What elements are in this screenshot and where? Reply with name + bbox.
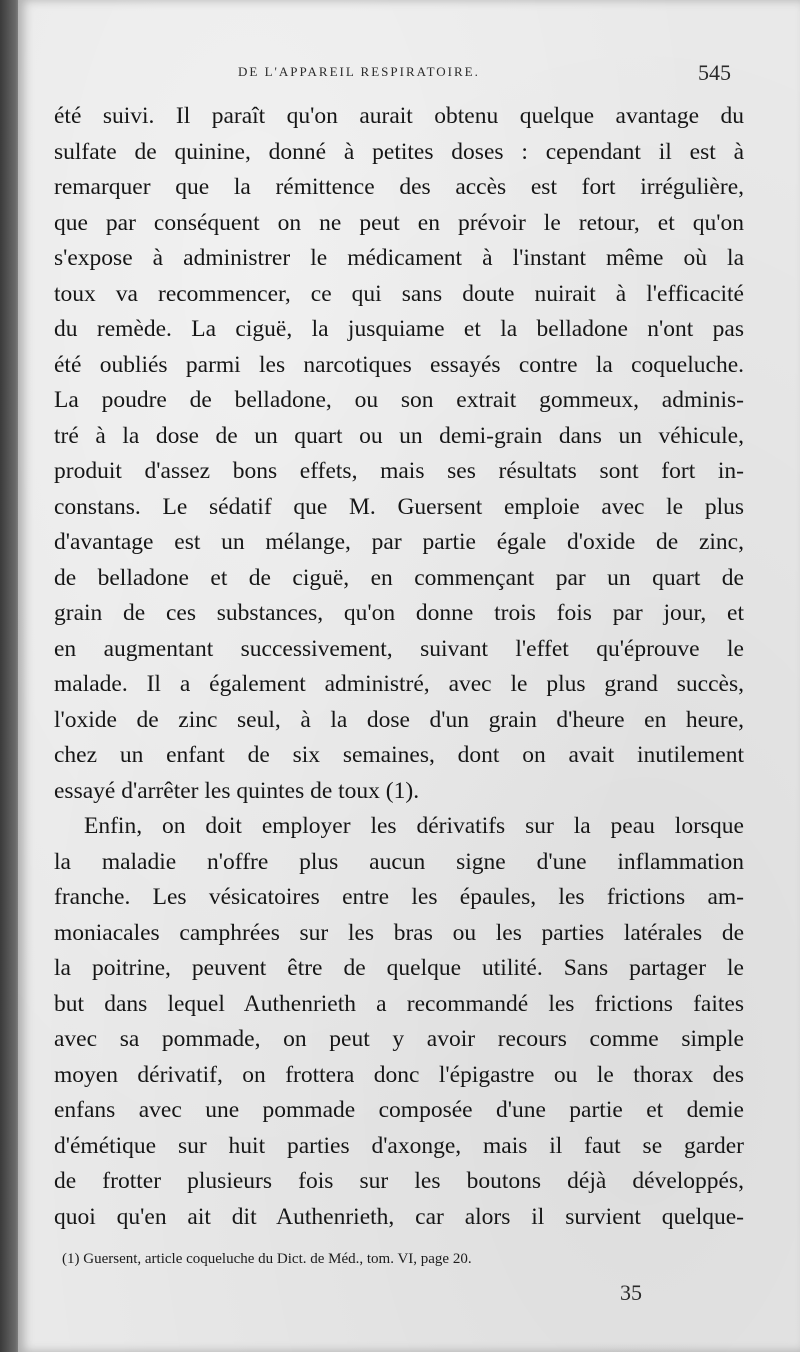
text-line: de belladone et de ciguë, en commençant par un quart de [54,564,744,591]
text-line: du remède. La ciguë, la jusquiame et la belladone n'ont pas [54,316,744,342]
text-line: grain de ces substances, qu'on donne trois fois par jour, et [54,600,744,626]
text-line: La poudre de belladone, ou son extrait gommeux, adminis- [54,387,744,413]
text-line: l'oxide de zinc seul, à la dose d'un grain d'heure en heure, [54,706,744,733]
text-line: sulfate de quinine, donné à petites doses : cependant il est à [54,138,744,165]
book-page [18,0,800,1352]
text-line: d'avantage est un mélange, par partie égale d'oxide de zinc, [54,529,744,555]
text-line: malade. Il a également administré, avec le plus grand succès, [54,671,744,697]
text-line: d'émétique sur huit parties d'axonge, mais il faut se garder [54,1132,744,1159]
text-line: en augmentant successivement, suivant l'effet qu'éprouve le [54,635,744,662]
signature-mark: 35 [620,1280,642,1305]
text-line: quoi qu'en ait dit Authenrieth, car alors il survient quelque- [54,1203,744,1230]
text-line: moniacales camphrées sur les bras ou les parties latérales de [54,919,744,946]
footnote: (1) Guersent, article coqueluche du Dict. de Méd., tom. VI, page 20. [62,1251,472,1267]
text-line: Enfin, on doit employer les dérivatifs sur la peau lorsque [84,813,744,839]
page-number: 545 [698,60,731,85]
text-line: de frotter plusieurs fois sur les boutons déjà développés, [54,1168,744,1194]
text-line: été suivi. Il paraît qu'on aurait obtenu quelque avantage du [54,103,744,129]
text-line: tré à la dose de un quart ou un demi-grain dans un véhicule, [54,422,744,449]
text-line: avec sa pommade, on peut y avoir recours comme simple [54,1026,744,1052]
text-line: but dans lequel Authenrieth a recommandé les frictions faites [54,990,744,1017]
text-line: été oubliés parmi les narcotiques essayés contre la coqueluche. [54,351,744,378]
text-line: s'expose à administrer le médicament à l'instant même où la [54,245,744,271]
text-line: produit d'assez bons effets, mais ses résultats sont fort in- [54,458,744,484]
text-line: constans. Le sédatif que M. Guersent emploie avec le plus [54,493,744,520]
text-line: que par conséquent on ne peut en prévoir le retour, et qu'on [54,209,744,236]
text-line: moyen dérivatif, on frottera donc l'épigastre ou le thorax des [54,1061,744,1088]
running-title: DE L'APPAREIL RESPIRATOIRE. [238,64,480,79]
text-line: enfans avec une pommade composée d'une partie et demie [54,1097,744,1123]
text-line: la maladie n'offre plus aucun signe d'une inflammation [54,848,744,875]
text-line: la poitrine, peuvent être de quelque utilité. Sans partager le [54,955,744,981]
text-line: toux va recommencer, ce qui sans doute nuirait à l'efficacité [54,280,744,307]
text-line: chez un enfant de six semaines, dont on avait inutilement [54,742,744,768]
body-text [54,99,744,1235]
text-line: franche. Les vésicatoires entre les épaules, les frictions am- [54,884,744,910]
text-line: remarquer que la rémittence des accès est fort irrégulière, [54,174,744,200]
text-line: essayé d'arrêter les quintes de toux (1). [54,777,420,804]
